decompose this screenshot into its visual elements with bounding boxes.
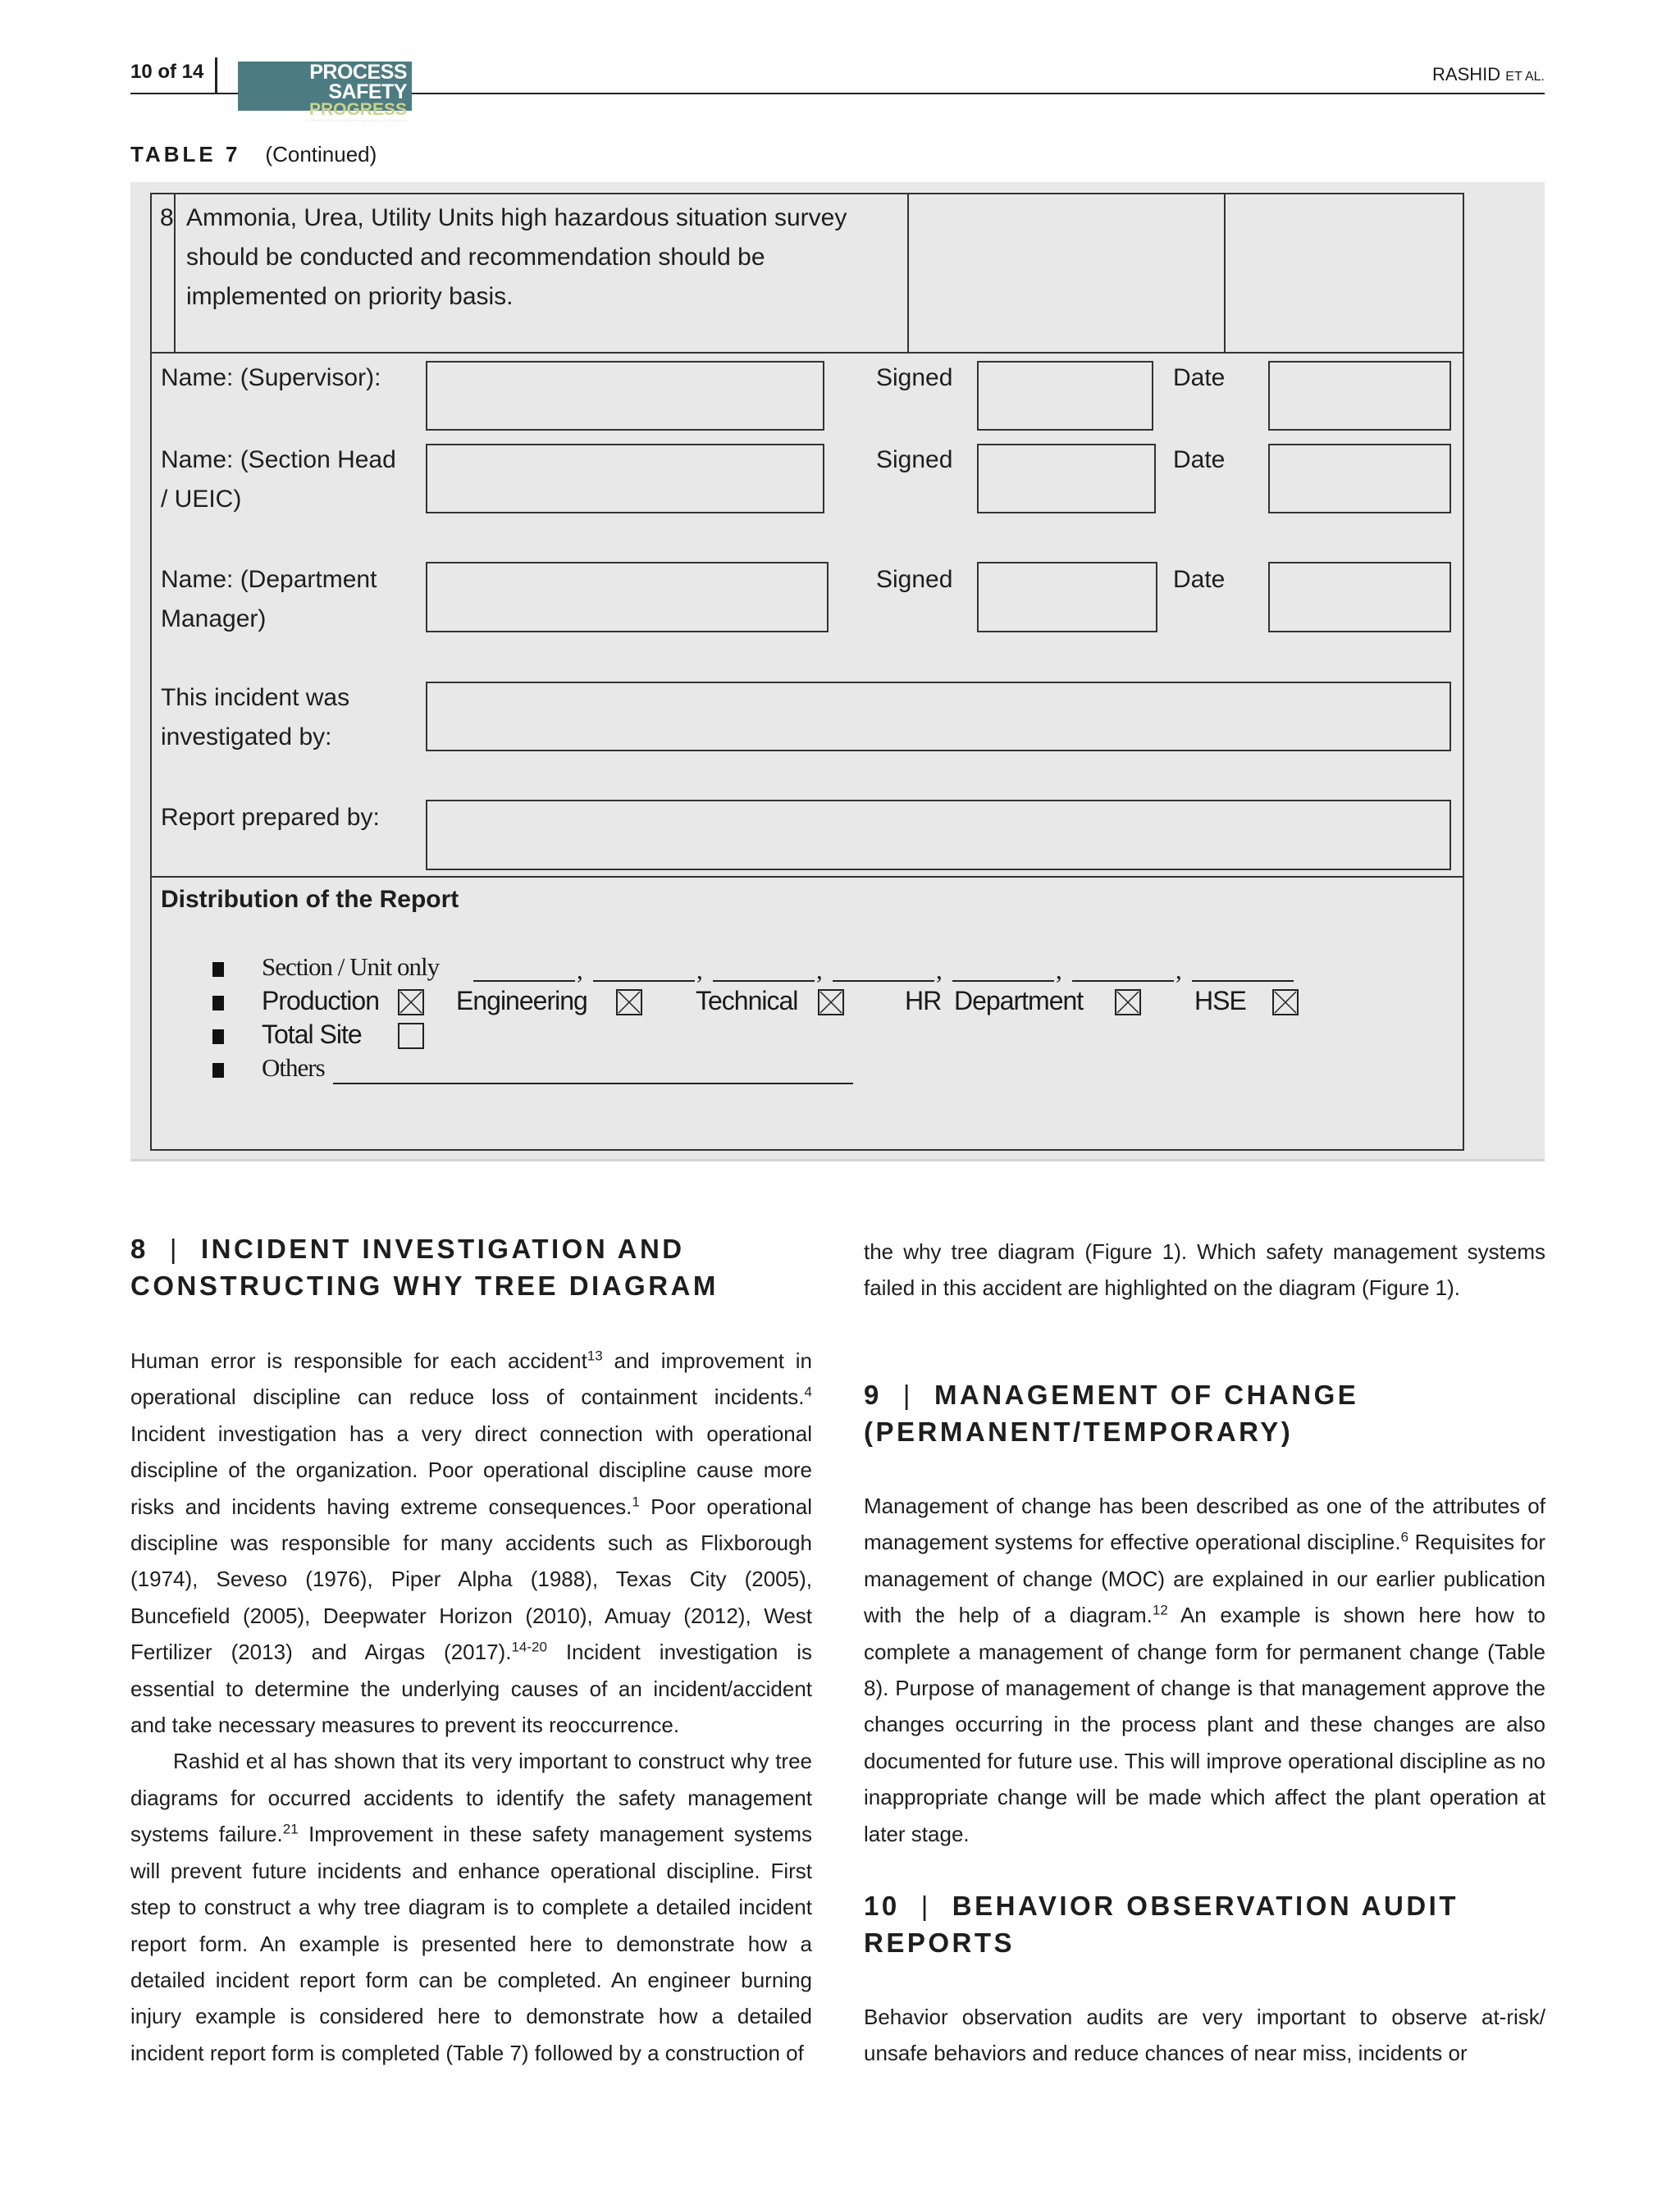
checked-x-icon bbox=[618, 991, 641, 1014]
heading-line: (PERMANENT/TEMPORARY) bbox=[864, 1416, 1294, 1447]
section-unit-label: Section / Unit only bbox=[262, 952, 440, 981]
checked-x-icon bbox=[1274, 991, 1297, 1014]
signed-label: Signed bbox=[876, 566, 953, 593]
paragraph bbox=[864, 1234, 1545, 1307]
prepared-by-field[interactable] bbox=[426, 800, 1451, 870]
logo-line1: PROCESS SAFETY bbox=[309, 61, 407, 103]
section-9-body bbox=[864, 1488, 1545, 1852]
section-unit-blanks[interactable] bbox=[473, 956, 1302, 985]
production-checkbox[interactable] bbox=[398, 989, 424, 1015]
department-manager-signed-field[interactable] bbox=[977, 562, 1157, 632]
section-9-heading: 9 | MANAGEMENT OF CHANGE (PERMANENT/TEMPORARY) bbox=[864, 1376, 1569, 1450]
heading-line: CONSTRUCTING WHY TREE DIAGRAM bbox=[130, 1271, 719, 1301]
cell-divider bbox=[907, 193, 909, 353]
running-authors bbox=[1432, 64, 1545, 85]
text-line: Name: (Department bbox=[161, 566, 377, 593]
text-run: Behavior observation audits are very important to observe at-risk/ unsafe behaviors and reduce chances of near miss, incidents or bbox=[864, 2005, 1545, 2066]
prepared-by-label: Report prepared by: bbox=[161, 804, 380, 831]
option-production-label: Production bbox=[262, 986, 379, 1015]
heading-line: BEHAVIOR OBSERVATION AUDIT bbox=[952, 1891, 1459, 1921]
text-run: An example is shown here how to complete a management of change form for permanent change (Table 8). Purpose of management of change is that management approve the changes occurring in the process plant and these changes are also documented for future use. This will improve operational discipline as no inappropriate change will be made which affect the plant operation at later stage. bbox=[864, 1603, 1545, 1846]
others-label: Others bbox=[262, 1053, 325, 1082]
logo-line2: PROGRESS bbox=[308, 100, 407, 119]
text-run: Management of change has been described as one of the attributes of management systems for effective operational discipline. bbox=[864, 1494, 1545, 1555]
authors: RASHID bbox=[1432, 64, 1501, 84]
investigated-by-field[interactable] bbox=[426, 682, 1451, 751]
section-number: 9 bbox=[864, 1380, 882, 1410]
heading-line: INCIDENT INVESTIGATION AND bbox=[200, 1234, 685, 1264]
comma-separator: , bbox=[577, 956, 582, 984]
option-engineering-label: Engineering bbox=[456, 986, 587, 1015]
option-technical-label: Technical bbox=[696, 986, 798, 1015]
text-line: / UEIC) bbox=[161, 486, 242, 513]
department-manager-date-field[interactable] bbox=[1268, 562, 1451, 632]
text-line: implemented on priority basis. bbox=[186, 283, 514, 310]
comma-separator: , bbox=[1176, 956, 1181, 984]
signed-label: Signed bbox=[876, 446, 953, 473]
comma-separator: , bbox=[1056, 956, 1061, 984]
logo-tagline: An Official Publication of the American Institute of Chemical Engineers bbox=[304, 118, 407, 122]
text-line: Manager) bbox=[161, 605, 267, 632]
section-head-date-field[interactable] bbox=[1268, 444, 1451, 513]
text-line: Ammonia, Urea, Utility Units high hazardous situation survey bbox=[186, 204, 847, 231]
citation-ref[interactable]: 12 bbox=[1152, 1602, 1168, 1618]
total-site-label: Total Site bbox=[262, 1020, 362, 1049]
signed-label: Signed bbox=[876, 364, 953, 391]
section-number: 10 bbox=[864, 1891, 900, 1921]
text-line: Name: (Section Head bbox=[161, 446, 396, 473]
citation-ref[interactable]: 21 bbox=[282, 1821, 299, 1837]
text-run: Poor operational discipline was responsible for many accidents such as Flixborough (1974), Seveso (1976), Piper Alpha (1988), Texas City (2005), Buncefield (2005), Deepwater Horizon (2010), Amuay (2012), West Fertilizer (2013) and Airgas (2017). bbox=[130, 1494, 812, 1665]
blank-line[interactable] bbox=[952, 980, 1054, 982]
blank-line[interactable] bbox=[473, 980, 575, 982]
text-run: Incident investigation has a very direct connection with operational discipline of the organization. Poor operational discipline cause more risks and incidents having extreme consequences. bbox=[130, 1421, 812, 1519]
section-head-label bbox=[161, 440, 396, 519]
checked-x-icon bbox=[1116, 991, 1139, 1014]
department-manager-label bbox=[161, 560, 377, 639]
paragraph bbox=[864, 1488, 1545, 1852]
supervisor-date-field[interactable] bbox=[1268, 361, 1451, 431]
supervisor-label: Name: (Supervisor): bbox=[161, 364, 381, 391]
hr-checkbox[interactable] bbox=[1115, 989, 1141, 1015]
row-8-text bbox=[186, 198, 847, 317]
comma-separator: , bbox=[816, 956, 822, 984]
authors-suffix: ET AL. bbox=[1505, 70, 1545, 84]
blank-line[interactable] bbox=[1072, 980, 1174, 982]
date-label: Date bbox=[1173, 446, 1226, 473]
section-10-body bbox=[864, 1999, 1545, 2072]
text-run: Improvement in these safety management systems will prevent future incidents and enhance operational discipline. First step to construct a why tree diagram is to complete a detailed incident report form. An example is presented here to demonstrate how a detailed incident report form can be completed. An engineer burning injury example is considered here to demonstrate how a detailed incident report form is completed (Table 7) followed by a construction of bbox=[130, 1822, 812, 2065]
header-divider bbox=[215, 57, 217, 94]
table-caption: (Continued) bbox=[265, 142, 377, 167]
engineering-checkbox[interactable] bbox=[616, 989, 642, 1015]
citation-ref[interactable]: 4 bbox=[804, 1384, 812, 1400]
date-label: Date bbox=[1173, 566, 1226, 593]
blank-line[interactable] bbox=[833, 980, 934, 982]
heading-line: MANAGEMENT OF CHANGE bbox=[934, 1380, 1359, 1410]
distribution-title: Distribution of the Report bbox=[161, 886, 459, 913]
journal-logo bbox=[238, 61, 412, 122]
citation-ref[interactable]: 1 bbox=[632, 1493, 640, 1509]
cell-divider bbox=[174, 193, 176, 353]
row-divider bbox=[150, 876, 1464, 878]
paragraph bbox=[864, 1999, 1545, 2072]
text-line: should be conducted and recommendation should be bbox=[186, 244, 765, 271]
text-run: Rashid et al has shown that its very important to construct why tree diagrams for occurred accidents to identify the safety management systems failure. bbox=[130, 1749, 812, 1847]
option-hse-label: HSE bbox=[1194, 986, 1246, 1015]
row-number: 8 bbox=[160, 204, 174, 231]
technical-checkbox[interactable] bbox=[818, 989, 844, 1015]
table-title bbox=[130, 142, 377, 167]
others-blank[interactable] bbox=[333, 1083, 853, 1084]
bullet-icon bbox=[212, 1029, 224, 1044]
text-run: and improvement in operational discipline can reduce loss of containment incidents. bbox=[130, 1348, 812, 1410]
paragraph bbox=[130, 1343, 812, 1743]
row-divider bbox=[150, 352, 1464, 354]
section-head-name-field[interactable] bbox=[426, 444, 824, 513]
blank-line[interactable] bbox=[713, 980, 815, 982]
blank-line[interactable] bbox=[1192, 980, 1294, 982]
section-head-signed-field[interactable] bbox=[977, 444, 1156, 513]
bullet-icon bbox=[212, 962, 224, 977]
checked-x-icon bbox=[399, 991, 422, 1014]
citation-ref[interactable]: 13 bbox=[587, 1348, 603, 1364]
hse-checkbox[interactable] bbox=[1272, 989, 1299, 1015]
section-8-heading: 8 | INCIDENT INVESTIGATION AND CONSTRUCTING WHY TREE DIAGRAM bbox=[130, 1230, 836, 1304]
department-manager-name-field[interactable] bbox=[426, 562, 829, 632]
comma-separator: , bbox=[696, 956, 702, 984]
page-number: 10 of 14 bbox=[130, 61, 204, 83]
citation-ref[interactable]: 14-20 bbox=[511, 1639, 547, 1655]
text-line: This incident was bbox=[161, 684, 350, 711]
text-run: Human error is responsible for each accident bbox=[130, 1348, 587, 1373]
text-run: Incident investigation is essential to determine the underlying causes of an incident/accident and take necessary measures to prevent its reoccurrence. bbox=[130, 1640, 813, 1738]
section-10-heading: 10 | BEHAVIOR OBSERVATION AUDIT REPORTS bbox=[864, 1887, 1569, 1961]
section-8-body bbox=[130, 1343, 812, 2071]
table-label: TABLE 7 bbox=[130, 142, 241, 167]
bullet-icon bbox=[212, 1063, 224, 1078]
citation-ref[interactable]: 6 bbox=[1400, 1529, 1409, 1545]
date-label: Date bbox=[1173, 364, 1226, 391]
cell-divider bbox=[1224, 193, 1226, 353]
text-run: the why tree diagram (Figure 1). Which safety management systems failed in this accident are highlighted on the diagram (Figure 1). bbox=[864, 1239, 1545, 1301]
heading-line: REPORTS bbox=[864, 1927, 1016, 1958]
bullet-icon bbox=[212, 996, 224, 1010]
comma-separator: , bbox=[936, 956, 942, 984]
text-line: investigated by: bbox=[161, 723, 332, 750]
section-8-continued bbox=[864, 1234, 1545, 1307]
checked-x-icon bbox=[819, 991, 842, 1014]
option-hr-label: HR Department bbox=[905, 986, 1084, 1015]
total-site-checkbox[interactable] bbox=[398, 1023, 424, 1049]
supervisor-name-field[interactable] bbox=[426, 361, 824, 431]
blank-line[interactable] bbox=[593, 980, 695, 982]
paragraph bbox=[130, 1743, 812, 2071]
section-number: 8 bbox=[130, 1234, 148, 1264]
investigated-by-label bbox=[161, 678, 349, 757]
supervisor-signed-field[interactable] bbox=[977, 361, 1153, 431]
text-run: Requisites for management of change (MOC) are explained in our earlier publication with the help of a diagram. bbox=[864, 1530, 1546, 1628]
